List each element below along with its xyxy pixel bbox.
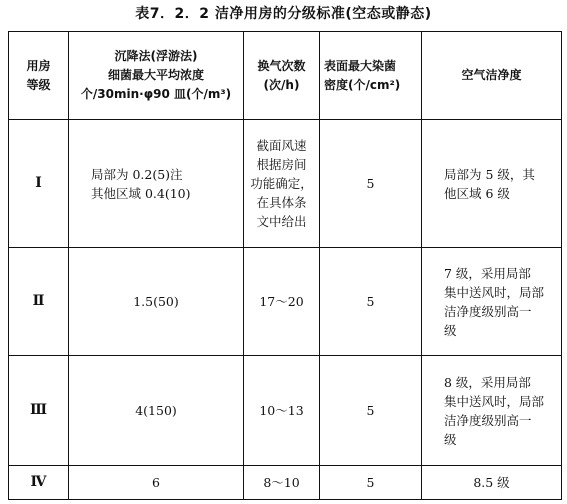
table-row: [9, 466, 562, 500]
cell-cleanliness: 8.5 级: [422, 466, 562, 500]
cell-bacteria: 6: [69, 466, 244, 500]
cell-bacteria: 1.5(50): [69, 248, 244, 356]
header-surface: 表面最大染菌 密度(个/cm²): [320, 32, 422, 120]
cell-surface: 5: [320, 248, 422, 356]
table-caption: 表7．2．2 洁净用房的分级标准(空态或静态): [135, 6, 432, 22]
cell-grade: Ⅰ: [9, 120, 69, 248]
cell-air-changes: 截面风速 根据房间 功能确定， 在具体条 文中给出: [244, 120, 320, 248]
cell-surface: 5: [320, 466, 422, 500]
table-row: [9, 356, 562, 466]
cell-grade: Ⅳ: [9, 466, 69, 500]
header-air-changes: 换气次数 (次/h): [244, 32, 320, 120]
cleanroom-grade-table: [8, 31, 562, 500]
header-grade: 用房 等级: [9, 32, 69, 120]
cell-cleanliness: 7 级，采用局部 集中送风时，局部 洁净度级别高一 级: [422, 248, 562, 356]
cell-bacteria: 局部为 0.2(5)注 其他区域 0.4(10): [69, 120, 244, 248]
cell-grade: Ⅲ: [9, 356, 69, 466]
table-row: [9, 120, 562, 248]
cell-air-changes: 17～20: [244, 248, 320, 356]
cell-air-changes: 10～13: [244, 356, 320, 466]
table-row: [9, 248, 562, 356]
cell-grade: Ⅱ: [9, 248, 69, 356]
header-cleanliness: 空气洁净度: [422, 32, 562, 120]
cell-bacteria: 4(150): [69, 356, 244, 466]
header-row: [9, 32, 562, 120]
cell-surface: 5: [320, 356, 422, 466]
cell-cleanliness: 8 级，采用局部 集中送风时，局部 洁净度级别高一 级: [422, 356, 562, 466]
header-bacteria: 沉降法(浮游法) 细菌最大平均浓度 个/30min·φ90 皿(个/m³): [69, 32, 244, 120]
cell-cleanliness: 局部为 5 级，其 他区域 6 级: [422, 120, 562, 248]
cell-air-changes: 8～10: [244, 466, 320, 500]
cell-surface: 5: [320, 120, 422, 248]
